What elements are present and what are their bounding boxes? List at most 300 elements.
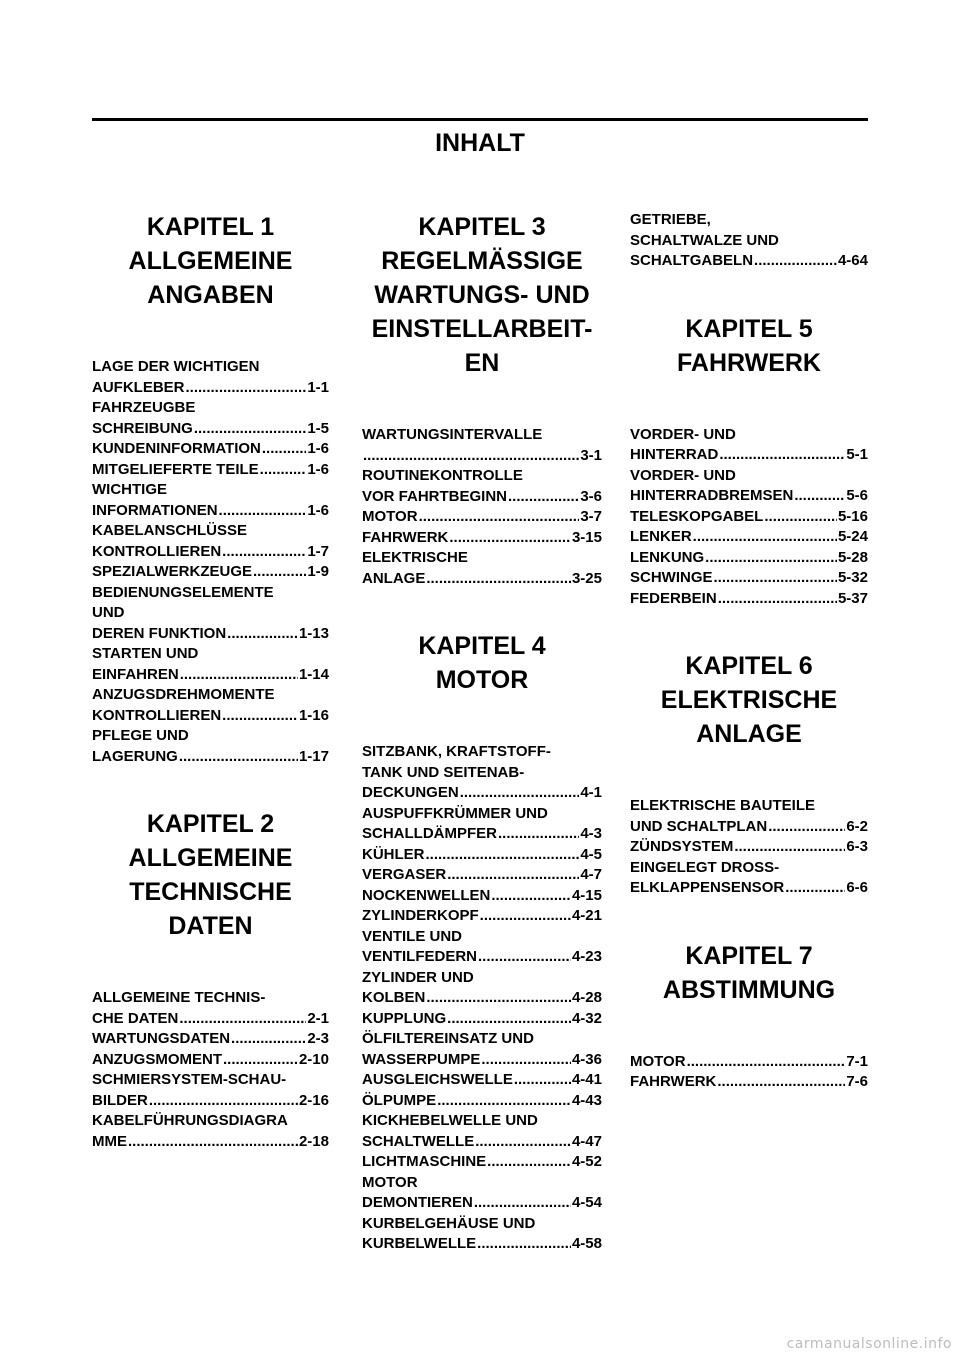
toc-entry[interactable] bbox=[362, 1214, 602, 1255]
toc-entry-line bbox=[92, 439, 329, 460]
toc-entry[interactable] bbox=[92, 460, 329, 481]
toc-entry[interactable] bbox=[630, 1072, 868, 1093]
toc-page-number: 2-18 bbox=[298, 1132, 329, 1150]
toc-entry[interactable] bbox=[362, 548, 602, 589]
toc-entry-title: NOCKENWELLEN bbox=[362, 886, 491, 904]
toc-entry-title: KOLBEN bbox=[362, 989, 426, 1006]
toc-entry[interactable] bbox=[362, 906, 602, 927]
toc-entry-line bbox=[92, 419, 329, 440]
toc-entry[interactable] bbox=[630, 210, 868, 272]
toc-entry-title: EINFAHREN bbox=[92, 665, 179, 683]
toc-entry-line bbox=[92, 1050, 329, 1071]
toc-entry-title: LAGERUNG bbox=[92, 747, 178, 765]
toc-entry[interactable] bbox=[92, 1050, 329, 1071]
toc-page-number: 2-16 bbox=[298, 1091, 329, 1109]
toc-page-number: 2-10 bbox=[298, 1050, 329, 1068]
toc-entry-text: EINGELEGT DROSS- bbox=[630, 858, 780, 876]
toc-entry-title: KONTROLLIEREN bbox=[92, 706, 222, 724]
toc-page-number: 4-58 bbox=[571, 1235, 602, 1252]
toc-entry[interactable] bbox=[92, 583, 329, 645]
toc-entry-line bbox=[362, 528, 602, 549]
toc-entry[interactable] bbox=[362, 1029, 602, 1070]
toc-page-number: 5-1 bbox=[846, 446, 868, 463]
toc-entry-line bbox=[362, 487, 602, 508]
toc-page-number: 4-41 bbox=[571, 1071, 602, 1088]
toc-entry-title: KONTROLLIEREN bbox=[92, 542, 222, 560]
toc-entry-title: CHE DATEN bbox=[92, 1009, 179, 1027]
toc-entry-line bbox=[92, 1091, 329, 1112]
toc-dot-leader bbox=[149, 1091, 298, 1112]
toc-dot-leader bbox=[718, 589, 837, 610]
chapter-name: REGELMÄSSIGE WARTUNGS- UND EINSTELLARBEIT- EN bbox=[371, 247, 593, 377]
toc-dot-leader bbox=[514, 1070, 571, 1091]
toc-entry-line bbox=[362, 988, 602, 1009]
toc-page-number: 4-32 bbox=[571, 1009, 602, 1027]
chapter-2-entries bbox=[92, 988, 329, 1152]
toc-entry-line bbox=[630, 486, 868, 507]
toc-entry-text: ÖLFILTEREINSATZ UND bbox=[362, 1030, 534, 1047]
toc-entry-line bbox=[362, 947, 602, 968]
toc-entry-line bbox=[362, 1091, 602, 1112]
toc-entry[interactable] bbox=[362, 528, 602, 549]
toc-page-number: 4-5 bbox=[580, 845, 602, 863]
toc-entry-title: KUPPLUNG bbox=[362, 1009, 447, 1027]
toc-page-number: 1-5 bbox=[307, 419, 329, 437]
toc-entry-text: ELEKTRISCHE BAUTEILE bbox=[630, 797, 816, 814]
toc-entry-line bbox=[630, 568, 868, 589]
toc-entry-title: KÜHLER bbox=[362, 845, 425, 863]
toc-entry-title: LENKER bbox=[630, 528, 692, 545]
toc-entry-line bbox=[362, 1234, 602, 1255]
toc-entry-title: ZYLINDERKOPF bbox=[362, 907, 479, 924]
watermark: carmanualsonline.info bbox=[786, 1336, 952, 1352]
toc-dot-leader bbox=[785, 878, 845, 899]
toc-entry-title: SPEZIALWERKZEUGE bbox=[92, 563, 253, 580]
toc-entry-title: SCHALLDÄMPFER bbox=[362, 825, 497, 842]
chapter-4-entries bbox=[362, 742, 602, 1255]
chapter-heading-1 bbox=[92, 210, 329, 312]
toc-column-1 bbox=[92, 210, 329, 1152]
toc-entry[interactable] bbox=[92, 480, 329, 521]
toc-dot-leader bbox=[754, 251, 837, 272]
toc-entry-title: VERGASER bbox=[362, 866, 447, 883]
chapter-label: KAPITEL 5 bbox=[685, 314, 813, 343]
toc-dot-leader bbox=[437, 1091, 571, 1112]
toc-page-number: 5-24 bbox=[837, 528, 868, 545]
toc-entry-line bbox=[362, 446, 602, 467]
toc-entry-title: KURBELWELLE bbox=[362, 1235, 477, 1252]
toc-entry-text: SCHMIERSYSTEM-SCHAU- bbox=[92, 1071, 287, 1088]
toc-entry-line bbox=[630, 589, 868, 610]
toc-dot-leader bbox=[474, 1193, 571, 1214]
toc-dot-leader bbox=[764, 507, 837, 528]
toc-entry-line bbox=[92, 624, 329, 645]
toc-entry-title: WARTUNGSDATEN bbox=[92, 1030, 231, 1047]
toc-page-number: 1-13 bbox=[298, 624, 329, 642]
toc-entry[interactable] bbox=[630, 1052, 868, 1073]
toc-dot-leader bbox=[223, 1050, 298, 1071]
toc-entry-title: ANLAGE bbox=[362, 569, 426, 587]
toc-page-number: 4-1 bbox=[580, 784, 602, 801]
toc-page-number: 3-25 bbox=[571, 569, 602, 587]
toc-entry-line bbox=[362, 1070, 602, 1091]
toc-dot-leader bbox=[180, 665, 298, 686]
chapter-4-continued-entries bbox=[630, 210, 868, 272]
toc-page-number: 4-3 bbox=[580, 825, 602, 842]
toc-entry-title: SCHALTGABELN bbox=[630, 252, 754, 269]
chapter-5-entries bbox=[630, 425, 868, 610]
toc-entry[interactable] bbox=[362, 1111, 602, 1152]
toc-entry-line bbox=[92, 747, 329, 768]
toc-dot-leader bbox=[487, 1152, 571, 1173]
toc-entry[interactable] bbox=[362, 865, 602, 886]
toc-page-number: 5-37 bbox=[837, 589, 868, 607]
toc-dot-leader bbox=[705, 548, 837, 569]
toc-entry[interactable] bbox=[92, 521, 329, 562]
toc-entry-line bbox=[630, 548, 868, 569]
toc-entry[interactable] bbox=[630, 837, 868, 858]
toc-entry-line bbox=[92, 665, 329, 686]
toc-entry-line bbox=[92, 1009, 329, 1030]
toc-entry-text: ANZUGSDREHMOMENTE bbox=[92, 686, 275, 703]
toc-dot-leader bbox=[253, 562, 306, 583]
toc-entry[interactable] bbox=[362, 1091, 602, 1112]
toc-entry-title: ELKLAPPENSENSOR bbox=[630, 879, 785, 896]
chapter-heading-4 bbox=[362, 629, 602, 697]
chapter-heading-2 bbox=[92, 807, 329, 943]
toc-entry[interactable] bbox=[362, 1152, 602, 1173]
toc-entry[interactable] bbox=[630, 796, 868, 837]
toc-dot-leader bbox=[508, 487, 579, 508]
toc-entry-title: FAHRWERK bbox=[630, 1073, 717, 1090]
toc-entry[interactable] bbox=[362, 886, 602, 907]
chapter-label: KAPITEL 4 bbox=[418, 632, 546, 660]
toc-entry-text: KABELFÜHRUNGSDIAGRA bbox=[92, 1112, 288, 1129]
toc-entry-title: FEDERBEIN bbox=[630, 589, 717, 607]
toc-entry-title: MME bbox=[92, 1132, 127, 1150]
toc-page-number: 4-64 bbox=[837, 252, 868, 269]
toc-entry-line bbox=[630, 817, 868, 838]
toc-entry-title: FAHRWERK bbox=[362, 528, 449, 546]
toc-entry[interactable] bbox=[362, 507, 602, 528]
toc-dot-leader bbox=[419, 507, 580, 528]
toc-page-number: 4-15 bbox=[571, 886, 602, 904]
toc-entry-line bbox=[630, 1052, 868, 1073]
toc-entry[interactable] bbox=[630, 425, 868, 466]
toc-dot-leader bbox=[693, 527, 837, 548]
toc-entry-title: VOR FAHRTBEGINN bbox=[362, 487, 508, 505]
toc-entry[interactable] bbox=[92, 644, 329, 685]
toc-page-number: 4-28 bbox=[571, 989, 602, 1006]
toc-entry-text: KICKHEBELWELLE UND bbox=[362, 1112, 538, 1129]
toc-entry-line bbox=[630, 251, 868, 272]
toc-entry-title: TELESKOPGABEL bbox=[630, 507, 764, 525]
header-rule bbox=[92, 118, 868, 121]
toc-dot-leader bbox=[480, 906, 571, 927]
toc-page-number: 4-7 bbox=[580, 866, 602, 883]
toc-entry-text: ALLGEMEINE TECHNIS- bbox=[92, 989, 266, 1006]
toc-entry-text: BEDIENUNGSELEMENTE UND bbox=[92, 583, 274, 621]
chapter-1-entries bbox=[92, 357, 329, 767]
toc-dot-leader bbox=[475, 1132, 571, 1153]
toc-dot-leader bbox=[794, 486, 845, 507]
chapter-heading-5 bbox=[630, 312, 868, 380]
toc-page-number: 1-6 bbox=[307, 440, 329, 457]
toc-page-number: 2-3 bbox=[307, 1030, 329, 1047]
toc-entry[interactable] bbox=[630, 548, 868, 569]
toc-entry-title: SCHWINGE bbox=[630, 569, 713, 586]
toc-entry-text: VORDER- UND bbox=[630, 466, 736, 484]
toc-dot-leader bbox=[477, 1234, 571, 1255]
toc-entry-line bbox=[362, 507, 602, 528]
toc-entry-title: HINTERRADBREMSEN bbox=[630, 487, 794, 504]
toc-page-number: 3-7 bbox=[580, 508, 602, 525]
toc-dot-leader bbox=[128, 1132, 298, 1153]
toc-page-number: 2-1 bbox=[307, 1009, 329, 1027]
toc-entry[interactable] bbox=[362, 968, 602, 1009]
chapter-heading-6 bbox=[630, 649, 868, 751]
toc-dot-leader bbox=[447, 1009, 571, 1030]
toc-entry[interactable] bbox=[362, 804, 602, 845]
toc-entry[interactable] bbox=[92, 439, 329, 460]
toc-entry[interactable] bbox=[362, 742, 602, 804]
toc-entry-line bbox=[362, 845, 602, 866]
toc-entry[interactable] bbox=[362, 927, 602, 968]
toc-entry-line bbox=[362, 865, 602, 886]
toc-dot-leader bbox=[222, 706, 298, 727]
toc-entry-line bbox=[362, 1152, 602, 1173]
chapter-name: ELEKTRISCHE ANLAGE bbox=[660, 686, 838, 748]
toc-entry-text: ZYLINDER UND bbox=[362, 968, 474, 986]
toc-page-number: 7-1 bbox=[846, 1052, 868, 1070]
toc-entry[interactable] bbox=[362, 1173, 602, 1214]
toc-entry-text: WARTUNGSINTERVALLE bbox=[362, 426, 543, 443]
toc-entry-title: SCHALTWELLE bbox=[362, 1132, 475, 1150]
toc-entry-title: LICHTMASCHINE bbox=[362, 1153, 487, 1170]
toc-dot-leader bbox=[714, 568, 837, 589]
toc-dot-leader bbox=[687, 1052, 846, 1073]
toc-dot-leader bbox=[491, 886, 571, 907]
toc-entry[interactable] bbox=[630, 466, 868, 507]
toc-entry-line bbox=[362, 886, 602, 907]
toc-entry[interactable] bbox=[362, 466, 602, 507]
toc-entry-text: VORDER- UND bbox=[630, 425, 736, 443]
toc-dot-leader bbox=[717, 1072, 845, 1093]
toc-dot-leader bbox=[363, 446, 579, 467]
toc-entry[interactable] bbox=[92, 1029, 329, 1050]
toc-entry-line bbox=[630, 837, 868, 858]
chapter-name: ABSTIMMUNG bbox=[662, 975, 836, 1004]
toc-entry-text: AUSPUFFKRÜMMER UND bbox=[362, 804, 548, 822]
toc-dot-leader bbox=[179, 747, 298, 768]
toc-dot-leader bbox=[179, 1009, 306, 1030]
toc-dot-leader bbox=[460, 783, 580, 804]
toc-entry[interactable] bbox=[92, 562, 329, 583]
toc-entry-title: ANZUGSMOMENT bbox=[92, 1050, 222, 1068]
chapter-6-entries bbox=[630, 796, 868, 899]
toc-entry-text: GETRIEBE, SCHALTWALZE UND bbox=[630, 211, 779, 249]
toc-entry[interactable] bbox=[362, 1070, 602, 1091]
toc-page-number: 6-2 bbox=[846, 817, 868, 835]
toc-entry[interactable] bbox=[92, 988, 329, 1029]
toc-page-number: 6-6 bbox=[846, 879, 868, 896]
toc-entry-title: MOTOR bbox=[630, 1052, 686, 1070]
toc-column-3 bbox=[630, 210, 868, 1093]
chapter-label: KAPITEL 7 bbox=[685, 941, 813, 970]
toc-entry-title: ZÜNDSYSTEM bbox=[630, 838, 734, 855]
toc-entry-line bbox=[92, 501, 329, 522]
toc-entry-text: ELEKTRISCHE bbox=[362, 549, 468, 566]
toc-entry[interactable] bbox=[630, 858, 868, 899]
toc-page-number: 1-14 bbox=[298, 665, 329, 683]
toc-dot-leader bbox=[426, 845, 580, 866]
toc-dot-leader bbox=[194, 419, 306, 440]
toc-dot-leader bbox=[222, 542, 306, 563]
toc-entry-title: HINTERRAD bbox=[630, 446, 719, 463]
toc-entry[interactable] bbox=[92, 685, 329, 726]
toc-dot-leader bbox=[478, 947, 571, 968]
toc-page-number: 1-6 bbox=[307, 460, 329, 478]
toc-page-number: 1-16 bbox=[298, 706, 329, 724]
toc-page-number: 4-36 bbox=[571, 1050, 602, 1068]
toc-entry-text: ROUTINEKONTROLLE bbox=[362, 467, 523, 484]
toc-dot-leader bbox=[227, 624, 298, 645]
toc-entry[interactable] bbox=[92, 726, 329, 767]
toc-dot-leader bbox=[262, 439, 306, 460]
toc-entry-title: INFORMATIONEN bbox=[92, 501, 218, 519]
toc-entry-title: DEREN FUNKTION bbox=[92, 624, 227, 642]
toc-entry-line bbox=[362, 1050, 602, 1071]
toc-entry-line bbox=[362, 906, 602, 927]
toc-dot-leader bbox=[219, 501, 307, 522]
toc-entry-title: MITGELIEFERTE TEILE bbox=[92, 460, 259, 478]
toc-entry-line bbox=[630, 445, 868, 466]
chapter-7-entries bbox=[630, 1052, 868, 1093]
toc-entry-line bbox=[362, 569, 602, 590]
toc-entry-text: KURBELGEHÄUSE UND bbox=[362, 1214, 536, 1232]
toc-dot-leader bbox=[768, 817, 845, 838]
toc-entry-line bbox=[630, 878, 868, 899]
toc-page-number: 1-1 bbox=[307, 378, 329, 396]
toc-entry-title: AUSGLEICHSWELLE bbox=[362, 1071, 513, 1088]
toc-entry-line bbox=[362, 1193, 602, 1214]
page-title: INHALT bbox=[435, 129, 525, 157]
chapter-label: KAPITEL 2 bbox=[146, 810, 275, 838]
toc-page-number: 3-15 bbox=[571, 528, 602, 546]
toc-entry-line bbox=[362, 1009, 602, 1030]
toc-entry[interactable] bbox=[630, 527, 868, 548]
toc-entry-line bbox=[362, 1132, 602, 1153]
chapter-heading-3 bbox=[362, 210, 602, 380]
toc-page-number: 5-28 bbox=[837, 548, 868, 566]
toc-page-number: 1-17 bbox=[298, 747, 329, 765]
toc-page-number: 5-6 bbox=[846, 487, 868, 504]
toc-entry[interactable] bbox=[92, 1070, 329, 1111]
toc-entry-line bbox=[362, 783, 602, 804]
toc-entry-title: KUNDENINFORMATION bbox=[92, 440, 261, 457]
chapter-heading-7 bbox=[630, 939, 868, 1007]
toc-page-number: 1-9 bbox=[307, 563, 329, 580]
toc-entry-title: SCHREIBUNG bbox=[92, 419, 193, 437]
toc-entry-text: LAGE DER WICHTIGEN bbox=[92, 358, 260, 375]
toc-entry-line bbox=[630, 527, 868, 548]
chapter-label: KAPITEL 6 bbox=[685, 652, 813, 680]
chapter-name: FAHRWERK bbox=[677, 348, 821, 377]
toc-entry-title: LENKUNG bbox=[630, 548, 705, 566]
toc-entry-text: MOTOR bbox=[362, 1173, 418, 1191]
toc-page-number: 5-16 bbox=[837, 507, 868, 525]
toc-page-number: 4-52 bbox=[571, 1153, 602, 1170]
toc-entry[interactable] bbox=[362, 1009, 602, 1030]
chapter-name: MOTOR bbox=[435, 666, 529, 694]
toc-entry[interactable] bbox=[92, 357, 329, 398]
toc-dot-leader bbox=[449, 528, 571, 549]
toc-dot-leader bbox=[426, 988, 571, 1009]
toc-page-number: 4-23 bbox=[571, 948, 602, 965]
toc-entry-text: KABELANSCHLÜSSE bbox=[92, 522, 248, 539]
toc-page-number: 1-7 bbox=[307, 542, 329, 560]
toc-entry-title: BILDER bbox=[92, 1091, 148, 1109]
toc-dot-leader bbox=[426, 569, 571, 590]
chapter-label: KAPITEL 3 bbox=[418, 213, 546, 241]
toc-entry[interactable] bbox=[362, 845, 602, 866]
toc-entry-line bbox=[92, 1029, 329, 1050]
toc-entry[interactable] bbox=[92, 1111, 329, 1152]
toc-entry-title: DECKUNGEN bbox=[362, 784, 459, 801]
toc-entry-text: PFLEGE UND bbox=[92, 727, 189, 744]
toc-entry-title: AUFKLEBER bbox=[92, 378, 185, 396]
toc-entry[interactable] bbox=[630, 589, 868, 610]
toc-entry-title: WASSERPUMPE bbox=[362, 1050, 481, 1068]
toc-entry-title: VENTILFEDERN bbox=[362, 948, 478, 965]
toc-dot-leader bbox=[481, 1050, 571, 1071]
toc-entry-line bbox=[92, 562, 329, 583]
toc-page-number: 4-47 bbox=[571, 1132, 602, 1150]
toc-page-number: 7-6 bbox=[846, 1073, 868, 1090]
toc-entry-line bbox=[92, 378, 329, 399]
toc-dot-leader bbox=[719, 445, 845, 466]
toc-page-number: 3-1 bbox=[580, 446, 602, 464]
chapter-3-entries bbox=[362, 425, 602, 589]
toc-entry[interactable] bbox=[630, 507, 868, 528]
toc-page-number: 4-54 bbox=[571, 1194, 602, 1211]
chapter-name: ALLGEMEINE ANGABEN bbox=[128, 247, 293, 309]
toc-entry-line bbox=[92, 1132, 329, 1153]
toc-page-number: 5-32 bbox=[837, 569, 868, 586]
toc-entry[interactable] bbox=[630, 568, 868, 589]
toc-dot-leader bbox=[447, 865, 579, 886]
toc-dot-leader bbox=[231, 1029, 306, 1050]
toc-column-2 bbox=[362, 210, 602, 1255]
toc-dot-leader bbox=[498, 824, 579, 845]
toc-page-number: 3-6 bbox=[580, 487, 602, 505]
toc-page-number: 6-3 bbox=[846, 838, 868, 855]
toc-entry-text: SITZBANK, KRAFTSTOFF- TANK UND SEITENAB- bbox=[362, 743, 551, 781]
toc-dot-leader bbox=[734, 837, 845, 858]
toc-entry-title: ÖLPUMPE bbox=[362, 1091, 437, 1109]
toc-entry-text: FAHRZEUGBE bbox=[92, 399, 196, 416]
toc-entry-title: MOTOR bbox=[362, 508, 418, 525]
toc-page-number: 1-6 bbox=[307, 501, 329, 519]
toc-entry[interactable] bbox=[362, 425, 602, 466]
toc-entry-title: DEMONTIEREN bbox=[362, 1194, 473, 1211]
toc-entry-line bbox=[92, 460, 329, 481]
toc-entry-text: WICHTIGE bbox=[92, 481, 167, 498]
toc-entry[interactable] bbox=[92, 398, 329, 439]
toc-entry-text: STARTEN UND bbox=[92, 645, 199, 662]
toc-entry-title: UND SCHALTPLAN bbox=[630, 817, 768, 835]
toc-entry-line bbox=[362, 824, 602, 845]
